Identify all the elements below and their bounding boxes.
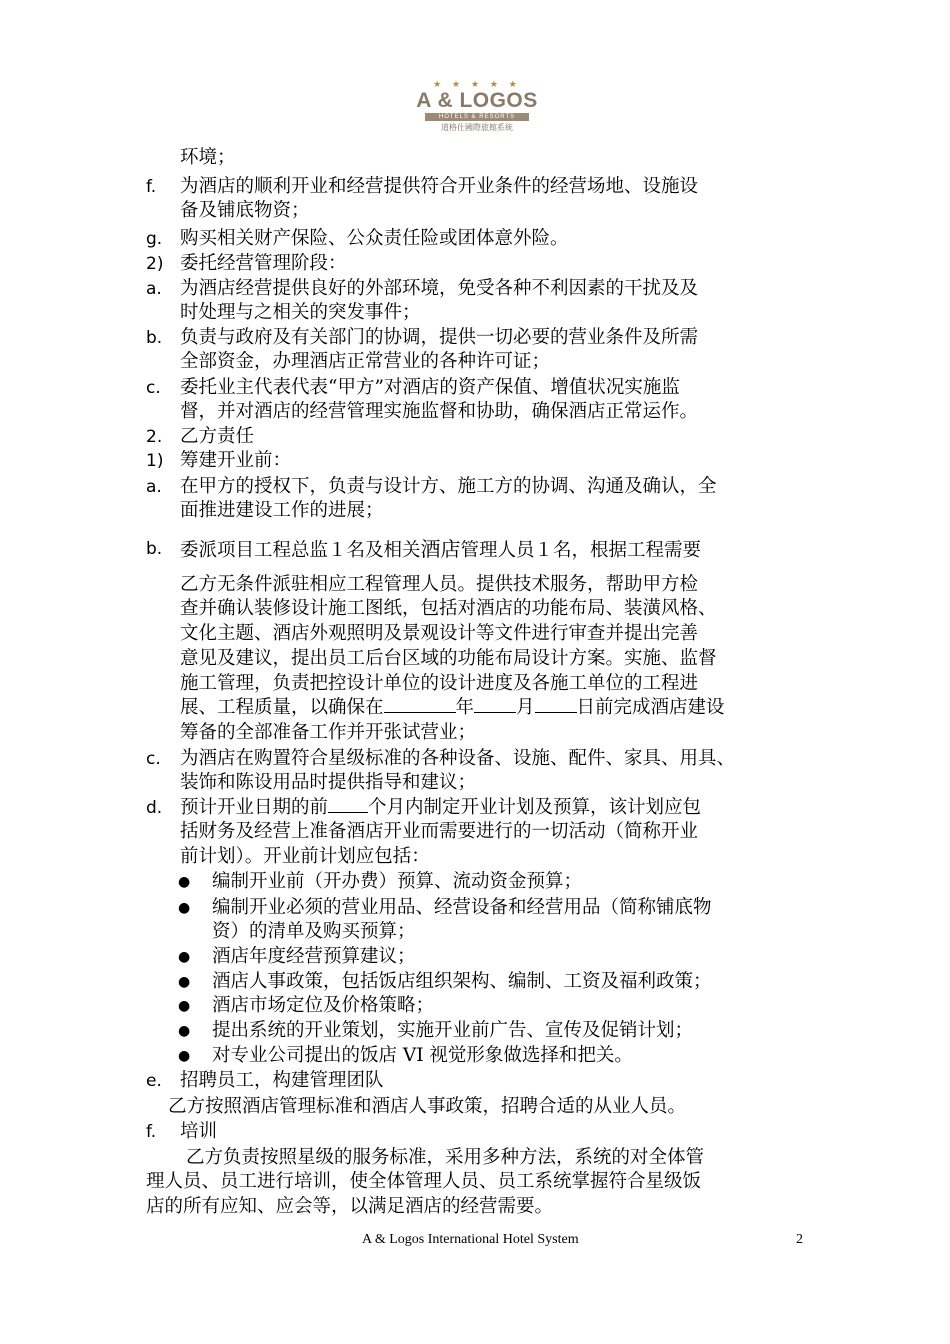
list-marker: b. <box>146 539 163 559</box>
logo-chinese-name: 道格仕國際旅館系統 <box>441 123 513 132</box>
list-item-text: 培训 <box>180 1121 218 1142</box>
list-marker: a. <box>146 279 162 299</box>
list-item-text: 为酒店的顺利开业和经营提供符合开业条件的经营场地、设施设 <box>180 176 699 197</box>
body-line: 时处理与之相关的突发事件； <box>180 302 421 323</box>
bullet-item-text: 编制开业必须的营业用品、经营设备和经营用品（简称铺底物 <box>212 897 712 918</box>
section-heading: 乙方责任 <box>180 426 255 447</box>
section-heading: 委托经营管理阶段： <box>180 253 347 274</box>
list-item-text: 招聘员工，构建管理团队 <box>180 1070 384 1091</box>
list-item-text: 在甲方的授权下，负责与设计方、施工方的协调、沟通及确认，全 <box>180 476 717 497</box>
text-run-large: 酒店 <box>420 537 461 561</box>
list-marker: c. <box>146 378 161 398</box>
bullet-item-text: 编制开业前（开办费）预算、流动资金预算； <box>212 871 583 892</box>
body-line: 括财务及经营上准备酒店开业而需要进行的一切活动（简称开业 <box>180 821 699 842</box>
body-line: 环境； <box>180 147 236 168</box>
bullet-item-text: 提出系统的开业策划，实施开业前广告、宣传及促销计划； <box>212 1020 694 1041</box>
text-run: 月 <box>516 697 535 718</box>
body-line: 筹备的全部准备工作并开张试营业； <box>180 722 477 743</box>
list-marker: e. <box>146 1071 162 1091</box>
body-line: 备及铺底物资； <box>180 200 310 221</box>
list-marker: d. <box>146 798 163 818</box>
body-line: 面推进建设工作的进展； <box>180 500 384 521</box>
list-marker: a. <box>146 477 162 497</box>
bullet-item-text: 酒店人事政策，包括饭店组织架构、编制、工资及福利政策； <box>212 971 712 992</box>
text-run: 展、工程质量，以确保在 <box>180 697 384 718</box>
body-line: 资）的清单及购买预算； <box>212 921 416 942</box>
section-heading: 筹建开业前： <box>180 450 292 471</box>
body-line: 理人员、员工进行培训，使全体管理人员、员工系统掌握符合星级饭 <box>146 1171 702 1192</box>
blank-line-months <box>328 796 368 813</box>
list-marker: g. <box>146 229 163 249</box>
body-line: 意见及建议，提出员工后台区域的功能布局设计方案。实施、监督 <box>180 648 717 669</box>
bullet-icon: ● <box>178 998 191 1014</box>
text-run: 预计开业日期的前 <box>180 797 329 818</box>
list-marker: 1) <box>146 451 164 471</box>
body-line: 施工管理，负责把控设计单位的设计进度及各施工单位的工程进 <box>180 673 699 694</box>
list-marker: b. <box>146 328 163 348</box>
footer-text: A & Logos International Hotel System <box>362 1232 579 1247</box>
body-line: 前计划）。开业前计划应包括： <box>180 846 430 867</box>
list-marker: f. <box>146 177 157 197</box>
bullet-item-text: 对专业公司提出的饭店 VI 视觉形象做选择和把关。 <box>212 1045 633 1066</box>
body-line: 乙方无条件派驻相应工程管理人员。提供技术服务，帮助甲方检 <box>180 574 699 595</box>
list-item-text: 为酒店经营提供良好的外部环境，免受各种不利因素的干扰及及 <box>180 278 699 299</box>
bullet-icon: ● <box>178 1023 191 1039</box>
list-item-text: 购买相关财产保险、公众责任险或团体意外险。 <box>180 228 569 249</box>
body-line: 全部资金，办理酒店正常营业的各种许可证； <box>180 351 551 372</box>
bullet-item-text: 酒店年度经营预算建议； <box>212 946 416 967</box>
text-run: 日前完成酒店建设 <box>576 697 725 718</box>
list-marker: c. <box>146 749 161 769</box>
bullet-icon: ● <box>178 874 191 890</box>
blank-line-date <box>384 696 456 713</box>
body-line: 店的所有应知、应会等，以满足酒店的经营需要。 <box>146 1196 554 1217</box>
body-line: 督，并对酒店的经营管理实施监督和协助，确保酒店正常运作。 <box>180 401 699 422</box>
body-line: 文化主题、酒店外观照明及景观设计等文件进行审查并提出完善 <box>180 623 699 644</box>
body-paragraph: 乙方负责按照星级的服务标准，采用多种方法，系统的对全体管 <box>186 1147 705 1168</box>
list-marker: 2) <box>146 254 164 274</box>
logo-stars: ★ ★ ★ ★ ★ <box>433 80 521 90</box>
logo-brand: A & LOGOS <box>416 89 538 112</box>
company-logo <box>415 80 539 142</box>
bullet-icon: ● <box>178 949 191 965</box>
list-item-text: 委托业主代表代表“甲方”对酒店的资产保值、增值状况实施监 <box>180 377 680 398</box>
bullet-icon: ● <box>178 1048 191 1064</box>
blank-line-date <box>474 696 516 713</box>
body-paragraph: 乙方按照酒店管理标准和酒店人事政策，招聘合适的从业人员。 <box>168 1096 687 1117</box>
bullet-item-text: 酒店市场定位及价格策略； <box>212 995 435 1016</box>
list-marker: 2. <box>146 427 163 447</box>
list-item-text: 为酒店在购置符合星级标准的各种设备、设施、配件、家具、用具、 <box>180 748 736 769</box>
text-run: 年 <box>455 697 475 718</box>
list-item-text: 负责与政府及有关部门的协调，提供一切必要的营业条件及所需 <box>180 327 699 348</box>
bullet-icon: ● <box>178 974 191 990</box>
page-number: 2 <box>796 1232 803 1247</box>
list-item-text <box>180 796 701 820</box>
body-line: 装饰和陈设用品时提供指导和建议； <box>180 772 477 793</box>
list-marker: f. <box>146 1122 157 1142</box>
logo-tagline: HOTELS & RESORTS <box>425 113 529 121</box>
body-line <box>180 696 725 720</box>
blank-line-date <box>535 696 577 713</box>
text-run: 个月内制定开业计划及预算，该计划应包 <box>368 797 702 818</box>
text-run: 管理人员１名，根据工程需要 <box>460 540 702 561</box>
list-item-text <box>180 537 701 563</box>
text-run: 委派项目工程总监１名及相关 <box>180 540 421 561</box>
bullet-icon: ● <box>178 900 191 916</box>
body-line: 查并确认装修设计施工图纸，包括对酒店的功能布局、装潢风格、 <box>180 598 717 619</box>
